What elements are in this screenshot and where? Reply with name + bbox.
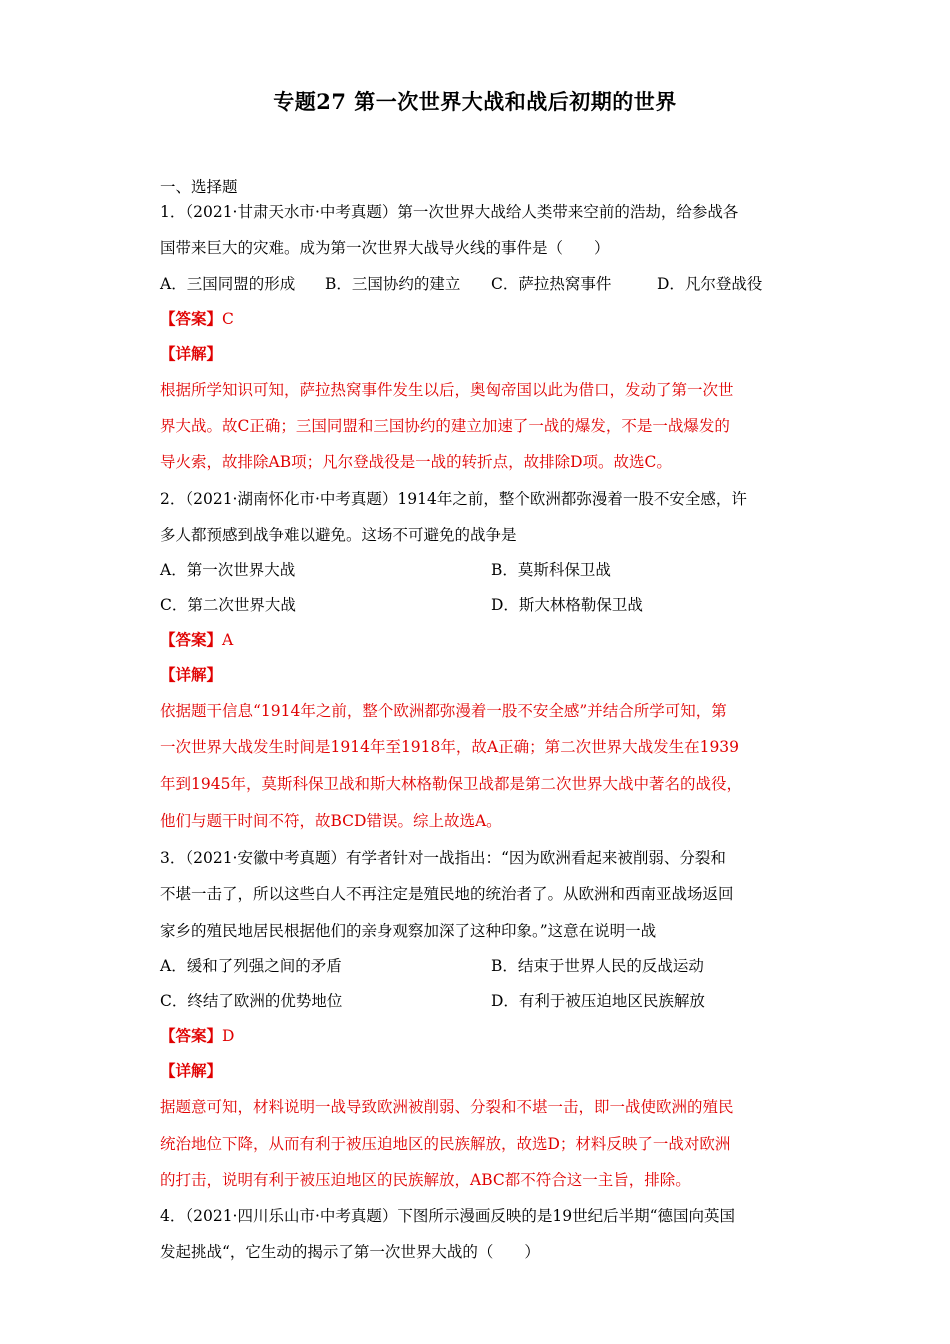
question-1-stem-line-2: 国带来巨大的灾难。成为第一次世界大战导火线的事件是（ ） xyxy=(160,239,610,257)
explain-label: 【详解】 xyxy=(160,344,223,363)
question-1-explain-line-1: 根据所学知识可知，萨拉热窝事件发生以后，奥匈帝国以此为借口，发动了第一次世 xyxy=(160,381,734,399)
question-3-option-d: D．有利于被压迫地区民族解放 xyxy=(491,992,705,1010)
question-2-option-a: A．第一次世界大战 xyxy=(160,561,296,579)
question-3-stem-line-1: 3．（2021·安徽中考真题）有学者针对一战指出：“因为欧洲看起来被削弱、分裂和 xyxy=(160,849,726,867)
question-2-stem-line-1: 2．（2021·湖南怀化市·中考真题）1914年之前，整个欧洲都弥漫着一股不安全感，许 xyxy=(160,490,747,508)
question-1-option-b: B．三国协约的建立 xyxy=(325,275,461,293)
question-3-explain-label xyxy=(160,1060,800,1082)
question-2-option-c: C．第二次世界大战 xyxy=(160,596,296,614)
question-1-answer xyxy=(160,308,800,330)
question-3-explain-line-1: 据题意可知，材料说明一战导致欧洲被削弱、分裂和不堪一击，即一战使欧洲的殖民 xyxy=(160,1098,734,1116)
question-4-stem-line-2: 发起挑战“，它生动的揭示了第一次世界大战的（ ） xyxy=(160,1243,540,1261)
question-2-stem-line-2: 多人都预感到战争难以避免。这场不可避免的战争是 xyxy=(160,526,517,544)
answer-value: C xyxy=(222,310,234,328)
question-2-explain-label xyxy=(160,664,800,686)
question-2-option-d: D．斯大林格勒保卫战 xyxy=(491,596,643,614)
question-1-explain-line-3: 导火索，故排除AB项；凡尔登战役是一战的转折点，故排除D项。故选C。 xyxy=(160,453,672,471)
question-3-option-c: C．终结了欧洲的优势地位 xyxy=(160,992,343,1010)
answer-value: A xyxy=(222,631,234,649)
question-3-stem-line-2: 不堪一击了，所以这些白人不再注定是殖民地的统治者了。从欧洲和西南亚战场返回 xyxy=(160,885,734,903)
question-1-explain-label xyxy=(160,343,800,365)
answer-label: 【答案】 xyxy=(160,309,223,328)
question-1-option-d: D．凡尔登战役 xyxy=(657,275,763,293)
question-4-stem-line-1: 4．（2021·四川乐山市·中考真题）下图所示漫画反映的是19世纪后半期“德国向英国 xyxy=(160,1207,736,1225)
question-2-explain-line-3: 年到1945年，莫斯科保卫战和斯大林格勒保卫战都是第二次世界大战中著名的战役， xyxy=(160,775,742,793)
explain-label: 【详解】 xyxy=(160,1061,223,1080)
answer-label: 【答案】 xyxy=(160,630,223,649)
question-3-explain-line-3: 的打击，说明有利于被压迫地区的民族解放，ABC都不符合这一主旨，排除。 xyxy=(160,1171,691,1189)
question-2-explain-line-2: 一次世界大战发生时间是1914年至1918年，故A正确；第二次世界大战发生在1939 xyxy=(160,738,740,756)
question-2-answer xyxy=(160,629,800,651)
page-title: 专题27 第一次世界大战和战后初期的世界 xyxy=(273,89,677,114)
question-3-option-b: B．结束于世界人民的反战运动 xyxy=(491,957,704,975)
question-2-explain-line-1: 依据题干信息“1914年之前，整个欧洲都弥漫着一股不安全感”并结合所学可知，第 xyxy=(160,702,727,720)
answer-value: D xyxy=(222,1027,235,1045)
question-3-explain-line-2: 统治地位下降，从而有利于被压迫地区的民族解放，故选D；材料反映了一战对欧洲 xyxy=(160,1135,731,1153)
answer-label: 【答案】 xyxy=(160,1026,223,1045)
question-2-explain-line-4: 他们与题干时间不符，故BCD错误。综上故选A。 xyxy=(160,812,502,830)
question-3-stem-line-3: 家乡的殖民地居民根据他们的亲身观察加深了这种印象。”这意在说明一战 xyxy=(160,922,657,940)
question-1-stem-line-1: 1．（2021·甘肃天水市·中考真题）第一次世界大战给人类带来空前的浩劫，给参战各 xyxy=(160,203,739,221)
question-1-option-c: C．萨拉热窝事件 xyxy=(491,275,612,293)
question-2-option-b: B．莫斯科保卫战 xyxy=(491,561,611,579)
section-heading: 一、选择题 xyxy=(160,178,238,196)
question-3-answer xyxy=(160,1025,800,1047)
question-3-option-a: A．缓和了列强之间的矛盾 xyxy=(160,957,342,975)
question-1-option-a: A．三国同盟的形成 xyxy=(160,275,296,293)
explain-label: 【详解】 xyxy=(160,665,223,684)
question-1-explain-line-2: 界大战。故C正确；三国同盟和三国协约的建立加速了一战的爆发，不是一战爆发的 xyxy=(160,417,730,435)
